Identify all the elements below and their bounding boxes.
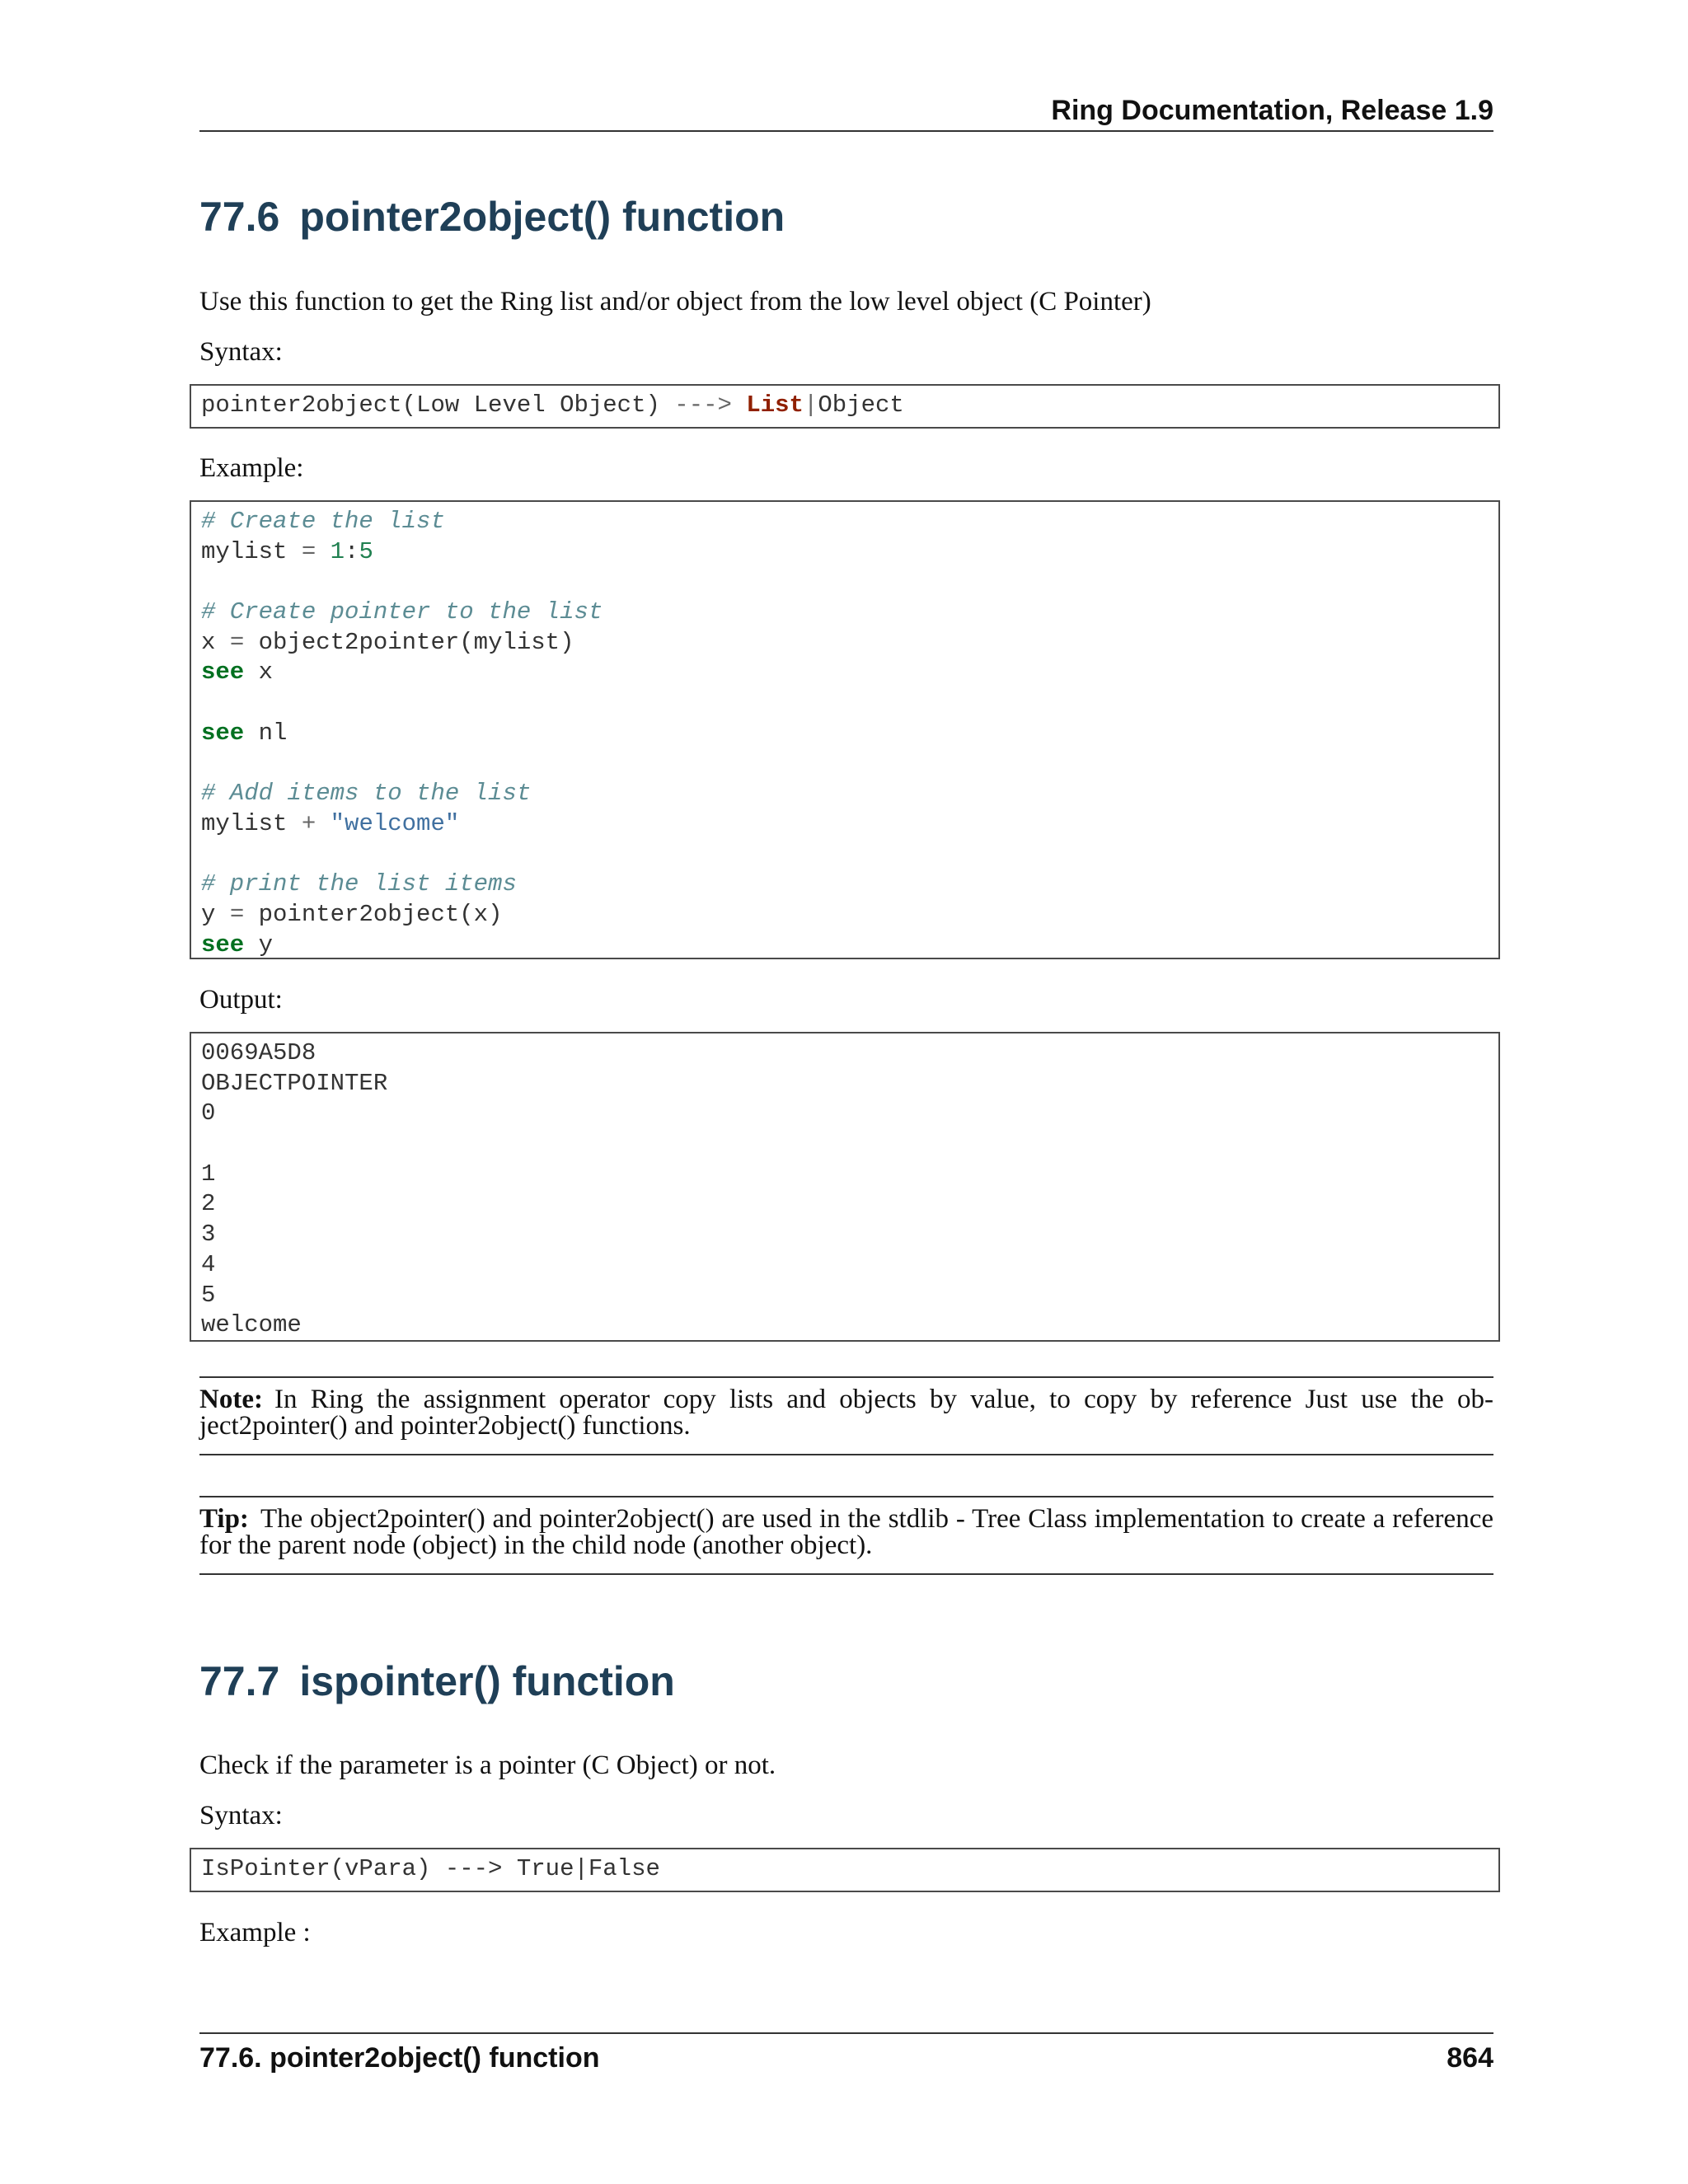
section-description: Use this function to get the Ring list and/or object from the low level object (C Pointer) xyxy=(199,287,1151,316)
output-line: welcome xyxy=(201,1311,302,1339)
code-token: pointer2object(x) xyxy=(244,900,503,928)
code-token: : xyxy=(345,537,359,565)
output-label: Output: xyxy=(199,985,283,1015)
output-line: OBJECTPOINTER xyxy=(201,1069,388,1097)
code-comment: # Add items to the list xyxy=(201,780,532,808)
code-blank-line xyxy=(201,840,1489,870)
code-token: 1 xyxy=(330,537,345,565)
code-token: = xyxy=(229,900,245,928)
tip-admonition xyxy=(199,1496,1493,1575)
code-token: pointer2object(Low Level Object) xyxy=(201,391,675,419)
code-token: y xyxy=(244,930,274,958)
code-token: object2pointer(mylist) xyxy=(244,628,574,656)
page-number: 864 xyxy=(1447,2042,1493,2074)
code-token xyxy=(732,391,746,419)
section-heading-ispointer xyxy=(199,1657,675,1706)
output-line: 3 xyxy=(201,1221,216,1249)
note-text-continued: ject2pointer() and pointer2object() functions. xyxy=(199,1411,691,1441)
code-token: 5 xyxy=(359,537,373,565)
code-token: x xyxy=(244,658,274,687)
note-text: In Ring the assignment operator copy lists and objects by value, to copy by reference Just use the ob- xyxy=(274,1385,1493,1414)
code-token: mylist xyxy=(201,537,302,565)
code-blank-line xyxy=(201,749,1489,780)
footer-section-title: 77.6. pointer2object() function xyxy=(199,2042,600,2074)
tip-label: Tip: xyxy=(199,1504,249,1534)
output-line: 2 xyxy=(201,1190,216,1218)
code-comment: # print the list items xyxy=(201,870,517,898)
section-title-text: ispointer() function xyxy=(299,1658,675,1704)
code-comment: # Create the list xyxy=(201,508,445,535)
code-token: mylist xyxy=(201,809,302,837)
running-header: Ring Documentation, Release 1.9 xyxy=(199,91,1493,132)
code-token xyxy=(316,810,330,837)
code-token: nl xyxy=(244,719,288,747)
syntax-code-block xyxy=(190,1848,1500,1892)
code-token: y xyxy=(201,900,230,928)
output-line: 0069A5D8 xyxy=(201,1039,316,1066)
section-heading-pointer2object xyxy=(199,192,785,241)
example-label: Example : xyxy=(199,1918,311,1947)
section-number: 77.7 xyxy=(199,1658,280,1704)
section-number: 77.6 xyxy=(199,194,280,240)
output-line: 1 xyxy=(201,1160,216,1188)
syntax-label: Syntax: xyxy=(199,1801,283,1830)
section-title-text: pointer2object() function xyxy=(299,194,785,240)
code-line: IsPointer(vPara) ---> True|False xyxy=(201,1855,660,1882)
output-line: 0 xyxy=(201,1099,216,1127)
code-token: x xyxy=(201,628,230,656)
code-token: List xyxy=(746,391,804,419)
example-code-block xyxy=(190,500,1500,959)
code-token: Object xyxy=(818,391,904,419)
code-token: ---> xyxy=(674,391,732,419)
code-keyword: see xyxy=(201,719,245,747)
output-line: 4 xyxy=(201,1250,216,1278)
code-token: = xyxy=(301,537,316,565)
tip-text-continued: for the parent node (object) in the child node (another object). xyxy=(199,1530,873,1560)
note-label: Note: xyxy=(199,1385,263,1414)
running-footer xyxy=(199,2032,1493,2082)
output-line: 5 xyxy=(201,1281,216,1309)
code-token: = xyxy=(229,628,245,656)
output-code-block xyxy=(190,1032,1500,1342)
example-label: Example: xyxy=(199,453,304,483)
section-description: Check if the parameter is a pointer (C Object) or not. xyxy=(199,1750,776,1780)
code-string: "welcome" xyxy=(330,809,460,837)
code-token: | xyxy=(803,391,818,419)
syntax-label: Syntax: xyxy=(199,337,283,367)
output-line xyxy=(201,1129,1489,1160)
code-token xyxy=(316,538,330,565)
syntax-code-block xyxy=(190,384,1500,429)
note-admonition xyxy=(199,1376,1493,1455)
code-keyword: see xyxy=(201,658,245,687)
code-blank-line xyxy=(201,567,1489,598)
tip-text: The object2pointer() and pointer2object() are used in the stdlib - Tree Class implementation to create a reference xyxy=(260,1504,1493,1534)
code-comment: # Create pointer to the list xyxy=(201,598,603,626)
code-keyword: see xyxy=(201,930,245,958)
code-token: + xyxy=(301,809,316,837)
code-blank-line xyxy=(201,688,1489,719)
